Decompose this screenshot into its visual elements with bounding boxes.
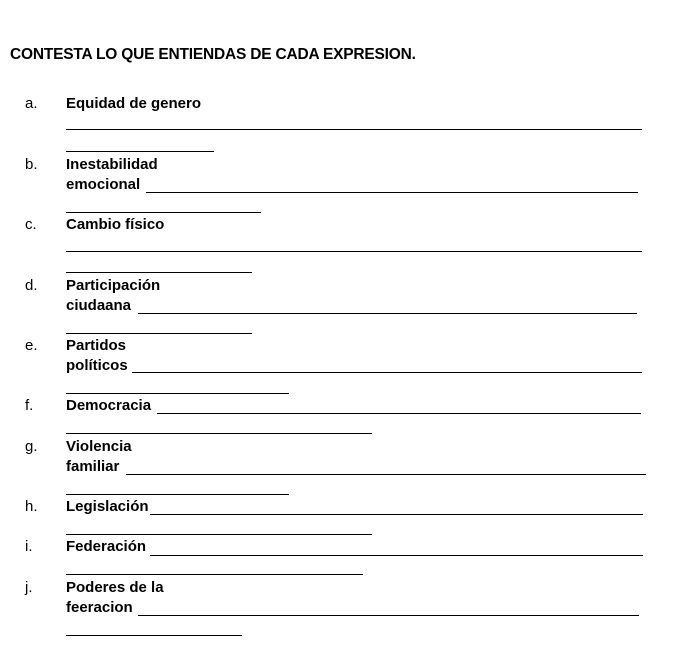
answer-line[interactable] bbox=[66, 433, 372, 434]
item-term: Inestabilidad bbox=[66, 156, 158, 173]
item-term: Federación bbox=[66, 538, 147, 555]
item-term-continued: feeracion bbox=[66, 599, 133, 616]
item-term: Equidad de genero bbox=[66, 95, 202, 112]
item-term: Poderes de la bbox=[66, 579, 164, 596]
answer-line[interactable] bbox=[66, 212, 261, 213]
answer-line[interactable] bbox=[150, 514, 643, 515]
answer-line[interactable] bbox=[66, 494, 289, 495]
answer-line[interactable] bbox=[66, 272, 252, 273]
answer-line[interactable] bbox=[66, 129, 642, 130]
item-term-continued: ciudaana bbox=[66, 297, 132, 314]
item-marker: h. bbox=[25, 498, 38, 515]
item-marker: b. bbox=[25, 156, 38, 173]
item-term: Legislación bbox=[66, 498, 149, 515]
answer-line[interactable] bbox=[66, 151, 214, 152]
item-term: Democracia bbox=[66, 397, 152, 414]
item-term: Cambio físico bbox=[66, 216, 165, 233]
answer-line[interactable] bbox=[66, 534, 372, 535]
item-term-continued: políticos bbox=[66, 357, 128, 374]
item-marker: a. bbox=[25, 95, 38, 112]
item-marker: i. bbox=[25, 538, 33, 555]
item-marker: c. bbox=[25, 216, 37, 233]
answer-line[interactable] bbox=[138, 615, 639, 616]
answer-line[interactable] bbox=[66, 251, 642, 252]
item-marker: e. bbox=[25, 337, 38, 354]
item-marker: f. bbox=[25, 397, 34, 414]
answer-line[interactable] bbox=[66, 574, 363, 575]
item-term: Partidos bbox=[66, 337, 127, 354]
item-term-continued: familiar bbox=[66, 458, 120, 475]
item-term: Violencia bbox=[66, 438, 132, 455]
answer-line[interactable] bbox=[132, 372, 642, 373]
answer-line[interactable] bbox=[150, 555, 643, 556]
answer-line[interactable] bbox=[66, 333, 252, 334]
answer-line[interactable] bbox=[157, 413, 641, 414]
item-marker: g. bbox=[25, 438, 38, 455]
answer-line[interactable] bbox=[66, 635, 242, 636]
answer-line[interactable] bbox=[126, 474, 646, 475]
item-term: Participación bbox=[66, 277, 161, 294]
item-marker: d. bbox=[25, 277, 38, 294]
answer-line[interactable] bbox=[138, 313, 637, 314]
worksheet-title: CONTESTA LO QUE ENTIENDAS DE CADA EXPRESION. bbox=[10, 46, 416, 63]
answer-line[interactable] bbox=[66, 393, 289, 394]
item-term-continued: emocional bbox=[66, 176, 141, 193]
item-marker: j. bbox=[25, 579, 33, 596]
answer-line[interactable] bbox=[146, 192, 638, 193]
